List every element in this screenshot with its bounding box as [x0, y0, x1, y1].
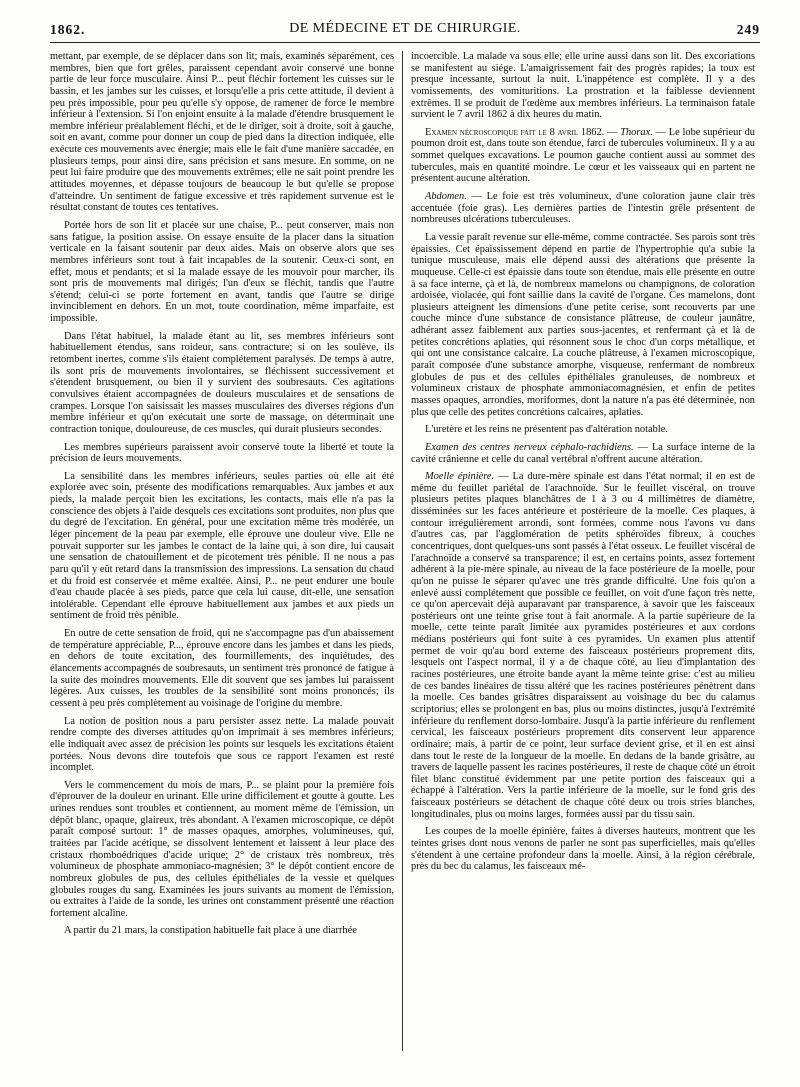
- column-divider: [402, 51, 403, 1051]
- paragraph-abdomen: Abdomen. — Le foie est très volumineux, d'une coloration jaune clair très accentuée (foie gras). Les dernières parties de l'intestin grêle présentent de nombreuses ulcérations tuberculeuses.: [411, 191, 755, 226]
- header-title: DE MÉDECINE ET DE CHIRURGIE.: [289, 21, 521, 36]
- subheading-thorax: Thorax.: [620, 126, 653, 138]
- section-heading: Examen nécroscopique fait le 8 avril 1862.: [425, 126, 605, 138]
- paragraph-text: La surface interne de la cavité crânienne et celle du canal vertébral n'offrent aucune altération.: [411, 441, 756, 465]
- page-number: 249: [736, 22, 760, 37]
- paragraph: En outre de cette sensation de froid, qui ne s'accompagne pas d'un abaissement de température appréciable, P..., éprouve encore dans les jambes et dans les pieds, en dehors de toute excitation, des fourmillements, des inquiétudes, des élancements accompagnés de soubresauts, un sentiment très prononcé de fatigue à la suite des moindres mouvements. Elle dit souvent que ses jambes lui paraissent légères. Aux cuisses, les troubles de la sensibilité sont moins prononcés; ils cessent à peu près complètement au voisinage de l'origine du membre.: [50, 628, 394, 709]
- paragraph-spinal-cord: Moelle épinière. — La dure-mère spinale est dans l'état normal; il en est de même du feuillet pariétal de l'arachnoïde. Sur le feuillet viscéral, on trouve plusieurs petites plaques blanchâtres de 1 à 3 ou 4 millimètres de diamètre, disséminées sur les faces antérieure et postérieure de la moelle. Ces plaques, à contour irrégulièrement arrondi, sont formées, comme nous l'avons vu dans d'autres cas, par l'agglomération de petits sphéroïdes fibreux, à couches concentriques, dont quelques-uns sont passés à l'état osseux. Le feuillet viscéral de l'arachnoïde a conservé sa transparence; il est, en certains points, assez fortement adhérent à la pie-mère spinale, au niveau de la face postérieure de la moelle, pour qu'on ne puisse le séparer qu'avec une très grande difficulté. Une fois qu'on a enlevé aussi complétement que possible ce feuillet, on voit d'une façon très nette, ce qu'on apercevait déjà auparavant par transparence, à savoir que les faisceaux postérieurs ont une teinte grise tout à fait anormale. A la partie supérieure de la moelle, cette teinte paraît limitée aux pyramides postérieures et aux cordons médians postérieurs qui font suite à ces pyramides. Un examen plus attentif permet de voir qu'au bord externe des faisceaux postérieurs proprement dits, lesquels ont l'aspect normal, il y a de chaque côté, au lieu d'implantation des racines postérieures, une étroite bande ayant la même teinte grise: c'est au milieu de ces bandes linéaires de tissu altéré que les racines postérieures pénètrent dans la moelle. Ces bandes grisâtres disparaissent au voisinage du bec du calamus scriptorius; elles se prolongent en bas, plus ou moins distinctes, jusqu'à l'extrémité inférieure du renflement dorso-lombaire. Jusqu'à la partie inférieure du renflement cervical, les faisceaux postérieurs proprement dits conservent leur apparence ordinaire; mais, à partir de ce point, leur surface devient grise, et il en est ainsi dans tout le reste de la longueur de la moelle. En dedans de la bande grisâtre, au travers de laquelle passent les racines postérieures, il reste de chaque côté un étroit filet blanc constitué évidemment par une petite portion des faisceaux qui a échappé à l'altération. Vers la partie inférieure de la moelle, sur le fond gris des faisceaux postérieurs se détachent de chaque côté deux ou trois stries blanches, longitudinales, plus ou moins larges, formées aussi par du tissu sain.: [411, 471, 756, 820]
- paragraph: Les membres supérieurs paraissent avoir conservé toute la liberté et toute la précision de leurs mouvements.: [50, 441, 394, 465]
- paragraph: Portée hors de son lit et placée sur une chaise, P... peut conserver, mais non sans fatigue, la position assise. On essaye ensuite de la placer dans la situation verticale en la faisant soutenir par deux aides. Mais on observe alors que ses membres inférieurs sont tout à fait incapables de la soutenir. Ceux-ci sont, en effet, mous et pendants; et si la malade essaye de les mouvoir pour marcher, ils sont pris de mouvements mal dirigés; l'un d'eux se fléchit, tandis que l'autre s'étend; celui-ci se porte fortement en avant, tandis que l'autre se dirige invinciblement en dehors. En un mot, toute coordination, même imparfaite, est impossible.: [50, 219, 394, 325]
- paragraph: Les coupes de la moelle épinière, faites à diverses hauteurs, montrent que les teintes grises dont nous venons de parler ne sont pas superficielles, mais qu'elles s'étendent à une certaine profondeur dans la moelle. Ainsi, à la région cérébrale, près du bec du calamus, les faisceaux mé-: [411, 826, 755, 873]
- paragraph-necropsy: Examen nécroscopique fait le 8 avril 1862. — Thorax. — Le lobe supérieur du poumon droit est, dans toute son étendue, farci de tubercules volumineux. Il y a au sommet quelques excavations. Le poumon gauche contient aussi au sommet des tubercules, mais en quantité moindre. Le cœur et les vaisseaux qui en partent ne présentent aucune altération.: [411, 126, 755, 185]
- subheading-nerve-centers: Examen des centres nerveux céphalo-rachidiens.: [425, 441, 634, 453]
- subheading-abdomen: Abdomen.: [425, 191, 467, 203]
- right-column: [411, 51, 755, 873]
- paragraph: incoercible. La malade va sous elle; elle urine aussi dans son lit. Des excoriations se manifestent au siége. L'amaigrissement fait des progrès rapides; la toux est presque incessante, surtout la nuit. L'inappétence est complète. Il y a des vomissements, des vomituritions. La prostration et la faiblesse deviennent extrêmes. Il se produit de l'œdème aux membres inférieurs. La terminaison fatale survient le 7 avril 1862 à dix heures du matin.: [411, 51, 755, 121]
- running-header: [50, 20, 760, 43]
- paragraph: La notion de position nous a paru persister assez nette. La malade pouvait rendre compte des diverses attitudes qu'on imprimait à ses membres inférieurs; elle indiquait avec assez de précision les points sur lesquels les excitations étaient portées. Nous devons dire toutefois que sous ce rapport l'examen est resté incomplet.: [50, 715, 394, 774]
- paragraph: A partir du 21 mars, la constipation habituelle fait place à une diarrhée: [64, 925, 357, 937]
- left-column: [50, 51, 394, 937]
- paragraph: Dans l'état habituel, la malade étant au lit, ses membres inférieurs sont habituellement étendus, sans roideur, sans contracture; si on les soulève, ils retombent inertes, comme s'ils étaient complétement paralysés. De temps à autre, ils sont pris de mouvements involontaires, se fléchissent successivement et s'étendent brusquement, ou bien il y survient des soubresauts. Ces agitations convulsives étaient accompagnées de douleurs musculaires et de sensations de crampes. Lorsque l'on saisissait les masses musculaires des diverses régions d'un membre inférieur et qu'on exécutait une sorte de massage, on déterminait une contraction tonique, douloureuse, de ces muscles, qui durait plusieurs secondes.: [50, 330, 394, 435]
- paragraph: L'uretère et les reins ne présentent pas d'altération notable.: [425, 424, 668, 436]
- paragraph: mettant, par exemple, de se déplacer dans son lit; mais, examinés séparément, ces membres, bien que fort grêles, paraissent cependant avoir conservé une bonne partie de leur force musculaire. Ainsi P... peut fléchir fortement les cuisses sur le bassin, et les jambes sur les cuisses, et lorsqu'elle a pris cette attitude, il devient à peu près impossible, pour peu qu'elle s'y oppose, de ramener de force le membre inférieur à l'extension. Si l'on enjoint ensuite à la malade d'étendre brusquement le membre inférieur préalablement fléchi, et de le diriger, soit à droite, soit à gauche, soit en avant, comme pour donner un coup de pied dans la direction indiquée, elle exécute ces mouvements avec énergie; mais elle le fait d'une manière saccadée, en plusieurs temps, pour ainsi dire, sans précision et sans mesure. En somme, on ne peut lui faire produire que des mouvements extrêmes; elle ne sait point prendre les attitudes moyennes, et dépasse toujours de beaucoup le but qu'elle se propose d'atteindre. Un sentiment de fatigue excessive et très rapidement survenue est le résultat constant de toutes ces tentatives.: [50, 51, 394, 214]
- paragraph: La sensibilité dans les membres inférieurs, seules parties où elle ait été explorée avec soin, présente des modifications remarquables. Aux jambes et aux pieds, la malade perçoit bien les excitations, les contacts, mais elle n'a pas la conscience des objets à l'aide desquels ces excitations sont produites, non plus que du degré de l'excitation. En général, pour une excitation même très modérée, un léger pincement de la peau par exemple, elle éprouve une douleur vive. Elle ne pouvait supporter sur les jambes le contact de la laine qui, à son dire, lui causait une sensation de chatouillement et de picotement très pénible. Il ne nous a pas paru qu'il y eût retard dans la transmission des impressions. La sensation du chaud et du froid est conservée et même exaltée. Ainsi, P... ne peut endurer une boule d'eau chaude placée à ses pieds, parce que cela lui cause, dit-elle, une sensation intolérable. Cependant elle éprouve habituellement aux jambes et aux pieds un sentiment de froid très pénible.: [50, 470, 394, 622]
- paragraph-text: Le lobe supérieur du poumon droit est, dans toute son étendue, farci de tubercules volumineux. Il y a au sommet quelques excavations. Le poumon gauche contient aussi au sommet des tubercules, mais en quantité moindre. Le cœur et les vaisseaux qui en partent ne présentent aucune altération.: [411, 126, 755, 185]
- header-year: 1862.: [50, 22, 86, 37]
- paragraph-text: La dure-mère spinale est dans l'état normal; il en est de même du feuillet pariétal de l'arachnoïde. Sur le feuillet viscéral, on trouve plusieurs petites plaques blanchâtres de 1 à 3 ou 4 millimètres de diamètre, disséminées sur les faces antérieure et postérieure de la moelle. Ces plaques, à contour irrégulièrement arrondi, sont formées, comme nous l'avons vu dans d'autres cas, par l'agglomération de petits sphéroïdes fibreux, à couches concentriques, dont quelques-uns sont passés à l'état osseux. Le feuillet viscéral de l'arachnoïde a conservé sa transparence; il est, en certains points, assez fortement adhérent à la pie-mère spinale, au niveau de la face postérieure de la moelle, pour qu'on ne puisse le séparer qu'avec une très grande difficulté. Une fois qu'on a enlevé aussi complétement que possible ce feuillet, on voit d'une façon très nette, ce qu'on apercevait déjà auparavant par transparence, à savoir que les faisceaux postérieurs ont une teinte grise tout à fait anormale. A la partie supérieure de la moelle, cette teinte paraît limitée aux pyramides postérieures et aux cordons médians postérieurs qui font suite à ces pyramides. Un examen plus attentif permet de voir qu'au bord externe des faisceaux postérieurs proprement dits, lesquels ont l'aspect normal, il y a de chaque côté, au lieu d'implantation des racines postérieures, une étroite bande ayant la même teinte grise: c'est au milieu de ces bandes linéaires de tissu altéré que les racines postérieures pénètrent dans la moelle. Ces bandes grisâtres disparaissent au voisinage du bec du calamus scriptorius; elles se prolongent en bas, plus ou moins distinctes, jusqu'à l'extrémité inférieure du renflement dorso-lombaire. Jusqu'à la partie inférieure du renflement cervical, les faisceaux postérieurs proprement dits conservent leur apparence ordinaire; mais, à partir de ce point, leur surface devient grise, et il en est ainsi dans tout le reste de la longueur de la moelle. En dedans de la bande grisâtre, au travers de laquelle passent les racines postérieures, il reste de chaque côté un étroit filet blanc constitué évidemment par une petite portion des faisceaux qui a échappé à l'altération. Vers la partie inférieure de la moelle, sur le fond gris des faisceaux postérieurs se détachent de chaque côté deux ou trois stries blanches, longitudinales, plus ou moins larges, formées aussi par du tissu sain.: [411, 471, 756, 820]
- paragraph: La vessie paraît revenue sur elle-même, comme contractée. Ses parois sont très épaissies. Cet épaississement dépend en partie de l'hypertrophie qu'a subie la tunique musculeuse, mais elle dépend aussi des altérations que présente la muqueuse. Celle-ci est épaissie dans toute son étendue, mais elle présente en outre à sa face interne, çà et là, de nombreux mamelons ou champignons, de coloration ardoisée, violacée, qui font saillie dans la cavité de l'organe. Ces mamelons, dont plusieurs atteignent les dimensions d'une petite cerise, sont recouverts par une couche mince d'une substance de consistance plâtreuse, de couleur jaunâtre, adhérant assez faiblement aux parties sous-jacentes, et renfermant çà et là de petites concrétions aplaties, qui résonnent sous le choc d'un corps métallique, et qui ont une consistance calcaire. La couche plâtreuse, à l'examen microscopique, paraît composée d'une substance amorphe, visqueuse, renfermant de nombreux globules de pus et des cellules épithéliales granuleuses, de nombreux et volumineux cristaux de phosphate ammoniacomagnésien, et enfin de petites masses opaques, arrondies, moriformes, dont la nature n'a pas été déterminée, non plus que celle des petites concrétions calcaires, aplaties.: [411, 231, 755, 418]
- subheading-spinal-cord: Moelle épinière.: [425, 471, 495, 483]
- paragraph-text: Le foie est très volumineux, d'une coloration jaune clair très accentuée (foie gras). Les dernières parties de l'intestin grêle présentent de nombreuses ulcérations tuberculeuses.: [411, 191, 755, 226]
- paragraph: Vers le commencement du mois de mars, P... se plaint pour la première fois d'éprouver de la douleur en urinant. Elle urine difficilement et goutte à goutte. Les urines rendues sont troubles et contiennent, au moment même de l'émission, un dépôt blanc, opaque, glaireux, très abondant. A l'examen microscopique, ce dépôt paraît composé surtout: 1° de masses opaques, amorphes, volumineuses, qui, traitées par l'acide acétique, se dissolvent lentement et laissent à leur place des cristaux rhomboédriques d'acide urique; 2° de cristaux très nombreux, très volumineux de phosphate ammoniaco-magnésien; 3° le dépôt contient encore de nombreux globules de pus, des cellules épithéliales de la vessie et quelques globules rouges du sang. Examinées les jours suivants au moment de l'émission, ou extraites à l'aide de la sonde, les urines ont constamment présenté une réaction fortement alcaline.: [50, 779, 394, 919]
- paragraph-nerve-centers: Examen des centres nerveux céphalo-rachidiens. — La surface interne de la cavité crânienne et celle du canal vertébral n'offrent aucune altération.: [411, 441, 756, 465]
